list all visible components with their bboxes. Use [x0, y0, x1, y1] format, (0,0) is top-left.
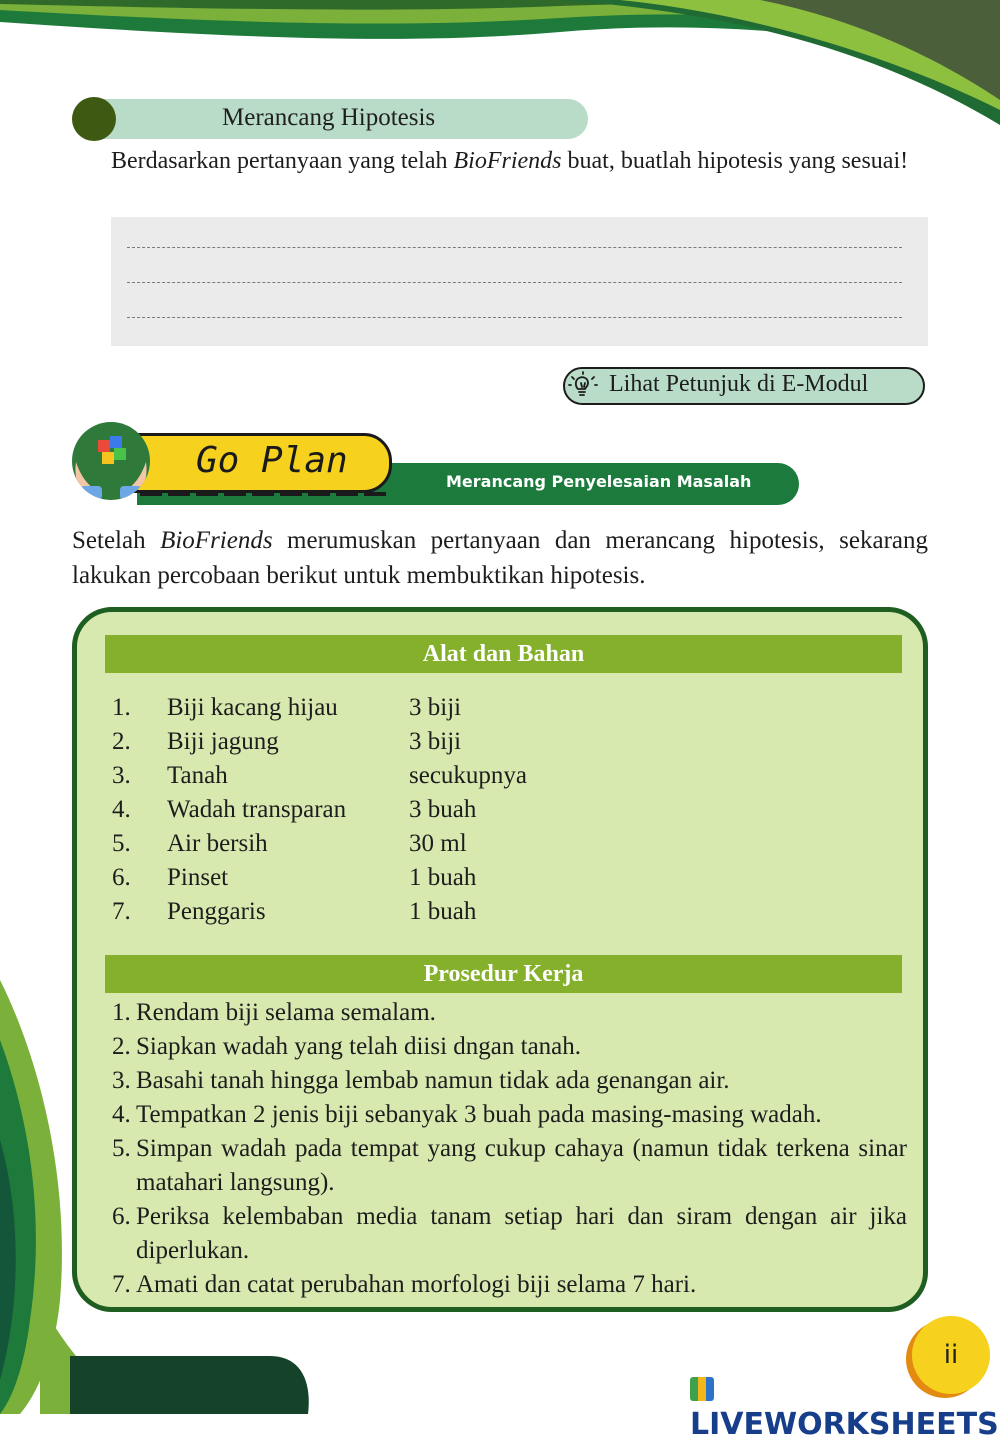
go-plan-subtitle: Merancang Penyelesaian Masalah [446, 472, 752, 491]
material-number: 2. [112, 728, 131, 755]
procedure-step [112, 1268, 907, 1302]
material-number: 7. [112, 898, 131, 925]
materials-row [112, 793, 812, 827]
hint-label[interactable]: Lihat Petunjuk di E-Modul [609, 371, 869, 397]
procedure-step [112, 1098, 907, 1132]
materials-row [112, 691, 812, 725]
step-text: Periksa kelembaban media tanam setiap hari dan siram dengan air jika diperlukan. [136, 1203, 907, 1264]
procedure-heading: Prosedur Kerja [105, 955, 902, 993]
prompt-text-before: Berdasarkan pertanyaan yang telah [111, 148, 454, 174]
answer-line[interactable] [127, 317, 902, 318]
step-number: 3. [112, 1067, 131, 1094]
material-number: 4. [112, 796, 131, 823]
step-number: 2. [112, 1033, 131, 1060]
procedure-step [112, 1132, 907, 1200]
step-number: 4. [112, 1101, 131, 1128]
prompt-text-after: buat, buatlah hipotesis yang sesuai! [561, 148, 909, 174]
material-quantity: 3 buah [409, 796, 477, 823]
material-name: Pinset [167, 864, 229, 891]
materials-row [112, 759, 812, 793]
liveworksheets-logo[interactable] [690, 1372, 1000, 1442]
step-text: Amati dan catat perubahan morfologi biji selama 7 hari. [136, 1271, 697, 1298]
material-name: Wadah transparan [167, 796, 347, 823]
page-number: ii [912, 1316, 990, 1394]
material-name: Tanah [167, 762, 228, 789]
step-number: 7. [112, 1271, 131, 1298]
material-quantity: 1 buah [409, 898, 477, 925]
step-number: 1. [112, 999, 131, 1026]
materials-row [112, 861, 812, 895]
material-number: 3. [112, 762, 131, 789]
step-text: Basahi tanah hingga lembab namun tidak ada genangan air. [136, 1067, 730, 1094]
material-name: Biji kacang hijau [167, 694, 338, 721]
answer-line[interactable] [127, 247, 902, 248]
step-text: Tempatkan 2 jenis biji sebanyak 3 buah pada masing-masing wadah. [136, 1101, 822, 1128]
hypothesis-title: Merancang Hipotesis [222, 104, 436, 131]
procedure-step [112, 1200, 907, 1268]
lightbulb-icon [566, 369, 600, 403]
intro-paragraph [72, 523, 928, 593]
material-number: 5. [112, 830, 131, 857]
brand-name: BioFriends [453, 148, 562, 174]
hypothesis-prompt [111, 146, 928, 176]
materials-row [112, 895, 812, 929]
hypothesis-header-dot [72, 97, 116, 141]
step-number: 5. [112, 1135, 131, 1162]
material-quantity: secukupnya [409, 762, 528, 789]
material-name: Air bersih [167, 830, 268, 857]
step-number: 6. [112, 1203, 131, 1230]
material-number: 6. [112, 864, 131, 891]
materials-row [112, 827, 812, 861]
go-plan-dashes [140, 488, 390, 502]
liveworksheets-icon [690, 1377, 714, 1401]
step-text: Simpan wadah pada tempat yang cukup cahaya (namun tidak terkena sinar matahari langsung). [136, 1135, 907, 1196]
intro-text-before: Setelah [72, 527, 161, 554]
material-quantity: 30 ml [409, 830, 467, 857]
material-number: 1. [112, 694, 131, 721]
liveworksheets-brand: LIVEWORKSHEETS [690, 1407, 999, 1442]
procedure-step [112, 996, 907, 1030]
brand-name: BioFriends [160, 527, 273, 554]
materials-row [112, 725, 812, 759]
go-plan-title: Go Plan [196, 440, 348, 481]
procedure-step [112, 1030, 907, 1064]
material-quantity: 3 biji [409, 694, 462, 721]
procedure-step [112, 1064, 907, 1098]
intro-text-after: merumuskan pertanyaan dan merancang hipotesis, sekarang lakukan percobaan berikut untuk membuktikan hipotesis. [72, 527, 929, 589]
materials-heading: Alat dan Bahan [105, 635, 902, 673]
material-quantity: 3 biji [409, 728, 462, 755]
hands-puzzle-icon [72, 422, 150, 500]
material-name: Biji jagung [167, 728, 279, 755]
procedure-list [112, 996, 907, 1302]
step-text: Rendam biji selama semalam. [136, 999, 436, 1026]
step-text: Siapkan wadah yang telah diisi dngan tanah. [136, 1033, 582, 1060]
material-name: Penggaris [167, 898, 266, 925]
hypothesis-answer-box[interactable] [111, 217, 928, 346]
answer-line[interactable] [127, 282, 902, 283]
material-quantity: 1 buah [409, 864, 477, 891]
